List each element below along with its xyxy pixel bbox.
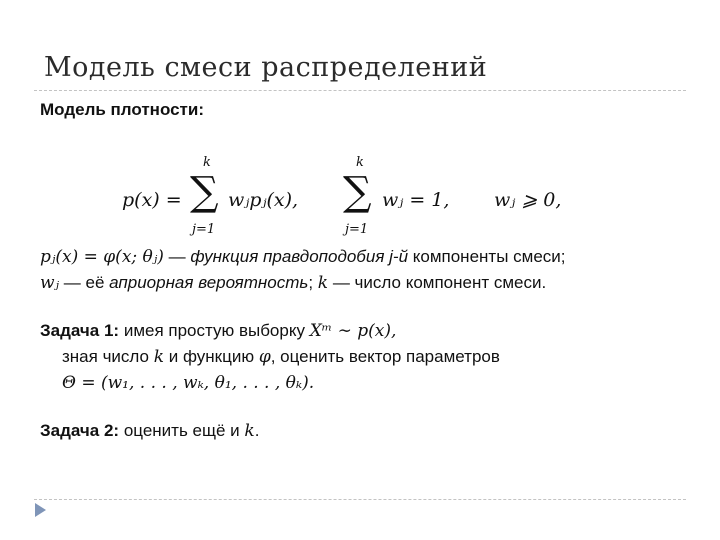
formula2-sum-icon: ∑	[343, 169, 372, 215]
prior-probability-term: априорная вероятность	[109, 273, 309, 292]
likelihood-term: функция правдоподобия j-й	[190, 247, 409, 266]
task2-line	[40, 418, 690, 444]
definition-dash: —	[163, 247, 191, 266]
task1-line-3	[40, 370, 690, 396]
definition-line-2	[40, 270, 690, 296]
formula1-lhs: p(x) =	[122, 189, 182, 211]
definition-separator: ;	[308, 273, 318, 292]
density-formula-row	[40, 126, 690, 244]
parameter-vector-math: Θ = (w₁, . . . , wₖ, θ₁, . . . , θₖ).	[62, 373, 315, 393]
task1-phi: φ	[258, 347, 271, 367]
task1-line2-mid: и функцию	[164, 347, 259, 366]
task1-text: имея простую выборку	[119, 321, 310, 340]
slide-title: Модель смеси распределений	[44, 52, 488, 83]
task2-label: Задача 2:	[40, 421, 120, 440]
task2-k: k	[244, 421, 255, 441]
task2-text: оценить ещё и	[119, 421, 245, 440]
task-2	[40, 418, 690, 444]
pj-definition-math: pⱼ(x) = φ(x; θⱼ)	[40, 247, 164, 267]
footer-divider	[34, 499, 686, 500]
formula1-sum-lower: j=1	[192, 222, 216, 237]
wj-dash: — её	[59, 273, 110, 292]
definition-line-1-rest: компоненты смеси;	[408, 247, 566, 266]
task1-line2-text: зная число	[62, 347, 154, 366]
definition-line-1	[40, 244, 690, 270]
formula1-sum-upper: k	[203, 155, 211, 170]
density-heading-text: Модель плотности:	[40, 100, 204, 119]
title-divider	[34, 90, 686, 91]
task-1	[40, 318, 690, 396]
formula3: wⱼ ⩾ 0,	[494, 189, 562, 211]
sample-math: Xᵐ ∼ p(x),	[309, 321, 397, 341]
wj-math: wⱼ	[40, 273, 60, 293]
slide-content	[40, 98, 690, 444]
k-math: k	[317, 273, 329, 293]
formula2-summand: wⱼ = 1,	[382, 189, 450, 211]
formula1-sum-icon: ∑	[190, 169, 219, 215]
density-heading	[40, 98, 690, 122]
task1-label: Задача 1:	[40, 321, 120, 340]
next-slide-arrow-icon[interactable]	[35, 503, 46, 517]
task1-line-2	[40, 344, 690, 370]
task1-line-1	[40, 318, 690, 344]
formula2-sum-lower: j=1	[345, 222, 369, 237]
task1-k: k	[153, 347, 165, 367]
formula1-summand: wⱼpⱼ(x),	[228, 189, 299, 211]
formula2-sum-upper: k	[356, 155, 364, 170]
definition-line-2-end: — число компонент смеси.	[328, 273, 547, 292]
task1-line2-end: , оценить вектор параметров	[270, 347, 500, 366]
task2-end: .	[254, 421, 260, 440]
